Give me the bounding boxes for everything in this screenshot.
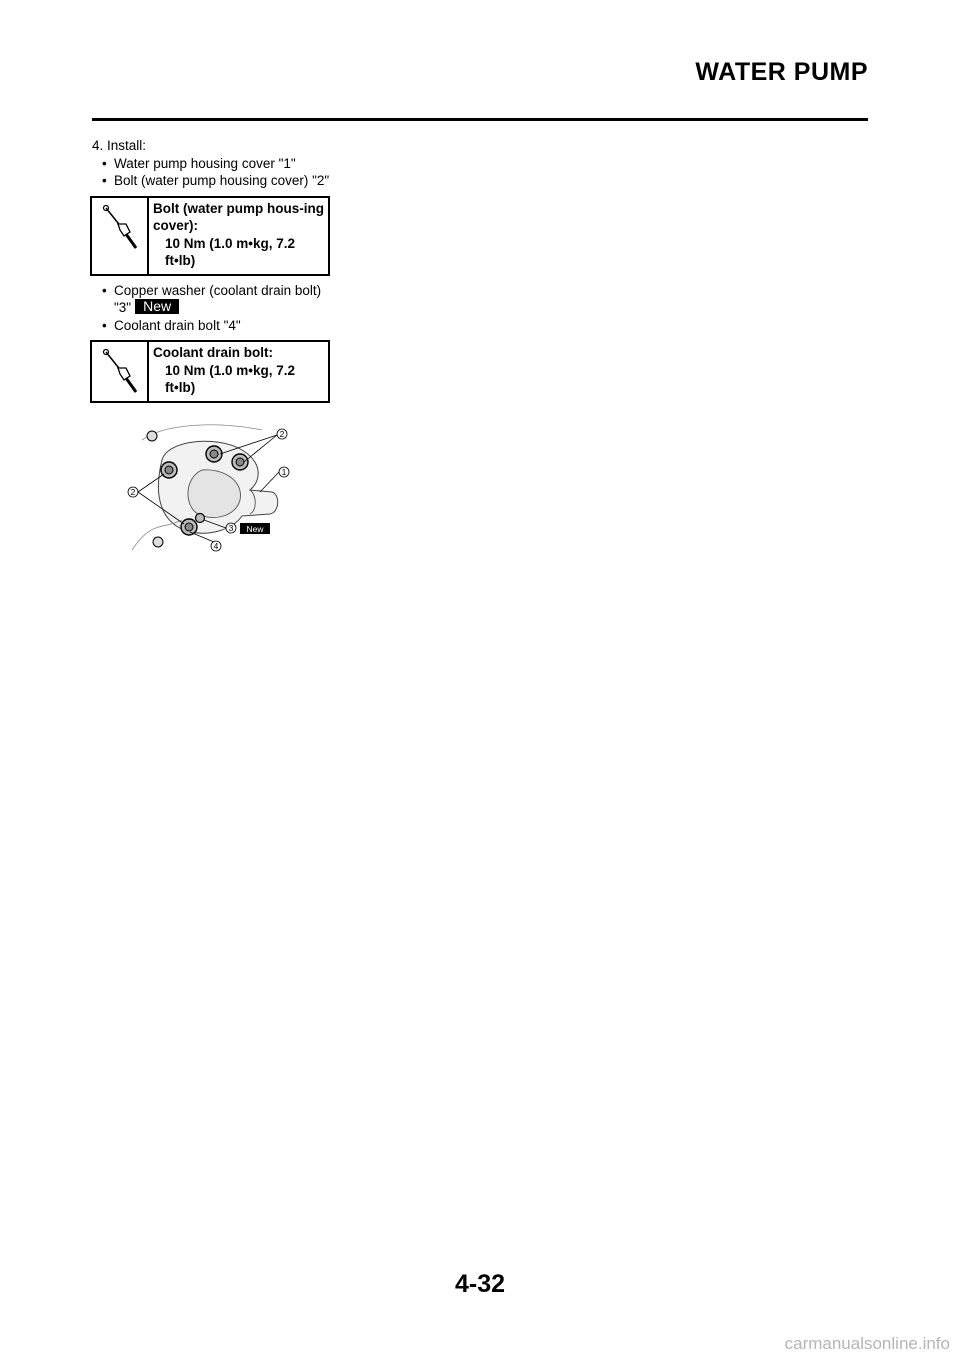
torque-wrench-icon xyxy=(92,342,149,401)
spec-value: 10 Nm (1.0 m•kg, 7.2 ft•lb) xyxy=(165,362,296,395)
callout-3: 3 xyxy=(228,523,234,533)
instruction-block xyxy=(92,137,332,409)
list-item: • Bolt (water pump housing cover) "2" xyxy=(92,172,332,190)
step-label: 4. Install: xyxy=(92,138,147,153)
torque-wrench-icon xyxy=(92,198,149,274)
watermark: carmanualsonline.info xyxy=(784,1334,950,1353)
callout-2: 2 xyxy=(130,487,136,497)
torque-spec-box xyxy=(90,340,330,403)
callout-1: 1 xyxy=(281,467,287,477)
new-badge: New xyxy=(135,299,179,314)
page-title: WATER PUMP xyxy=(695,58,868,86)
spec-name: Coolant drain bolt: xyxy=(153,345,273,360)
spec-value: 10 Nm (1.0 m•kg, 7.2 ft•lb) xyxy=(165,235,296,268)
torque-spec-box xyxy=(90,196,330,276)
list-item-text: Copper washer (coolant drain bolt) "3" xyxy=(114,282,322,315)
page-number: 4-32 xyxy=(454,1270,506,1298)
header-rule xyxy=(92,118,868,121)
list-item: • Coolant drain bolt "4" xyxy=(92,317,332,335)
spec-name: Bolt (water pump hous-ing cover): xyxy=(153,200,324,233)
list-item: • Water pump housing cover "1" xyxy=(92,155,332,173)
callout-2: 2 xyxy=(279,429,285,439)
new-badge: New xyxy=(246,524,264,534)
callout-4: 4 xyxy=(213,541,219,551)
water-pump-illustration xyxy=(122,420,302,560)
list-item xyxy=(92,282,332,317)
